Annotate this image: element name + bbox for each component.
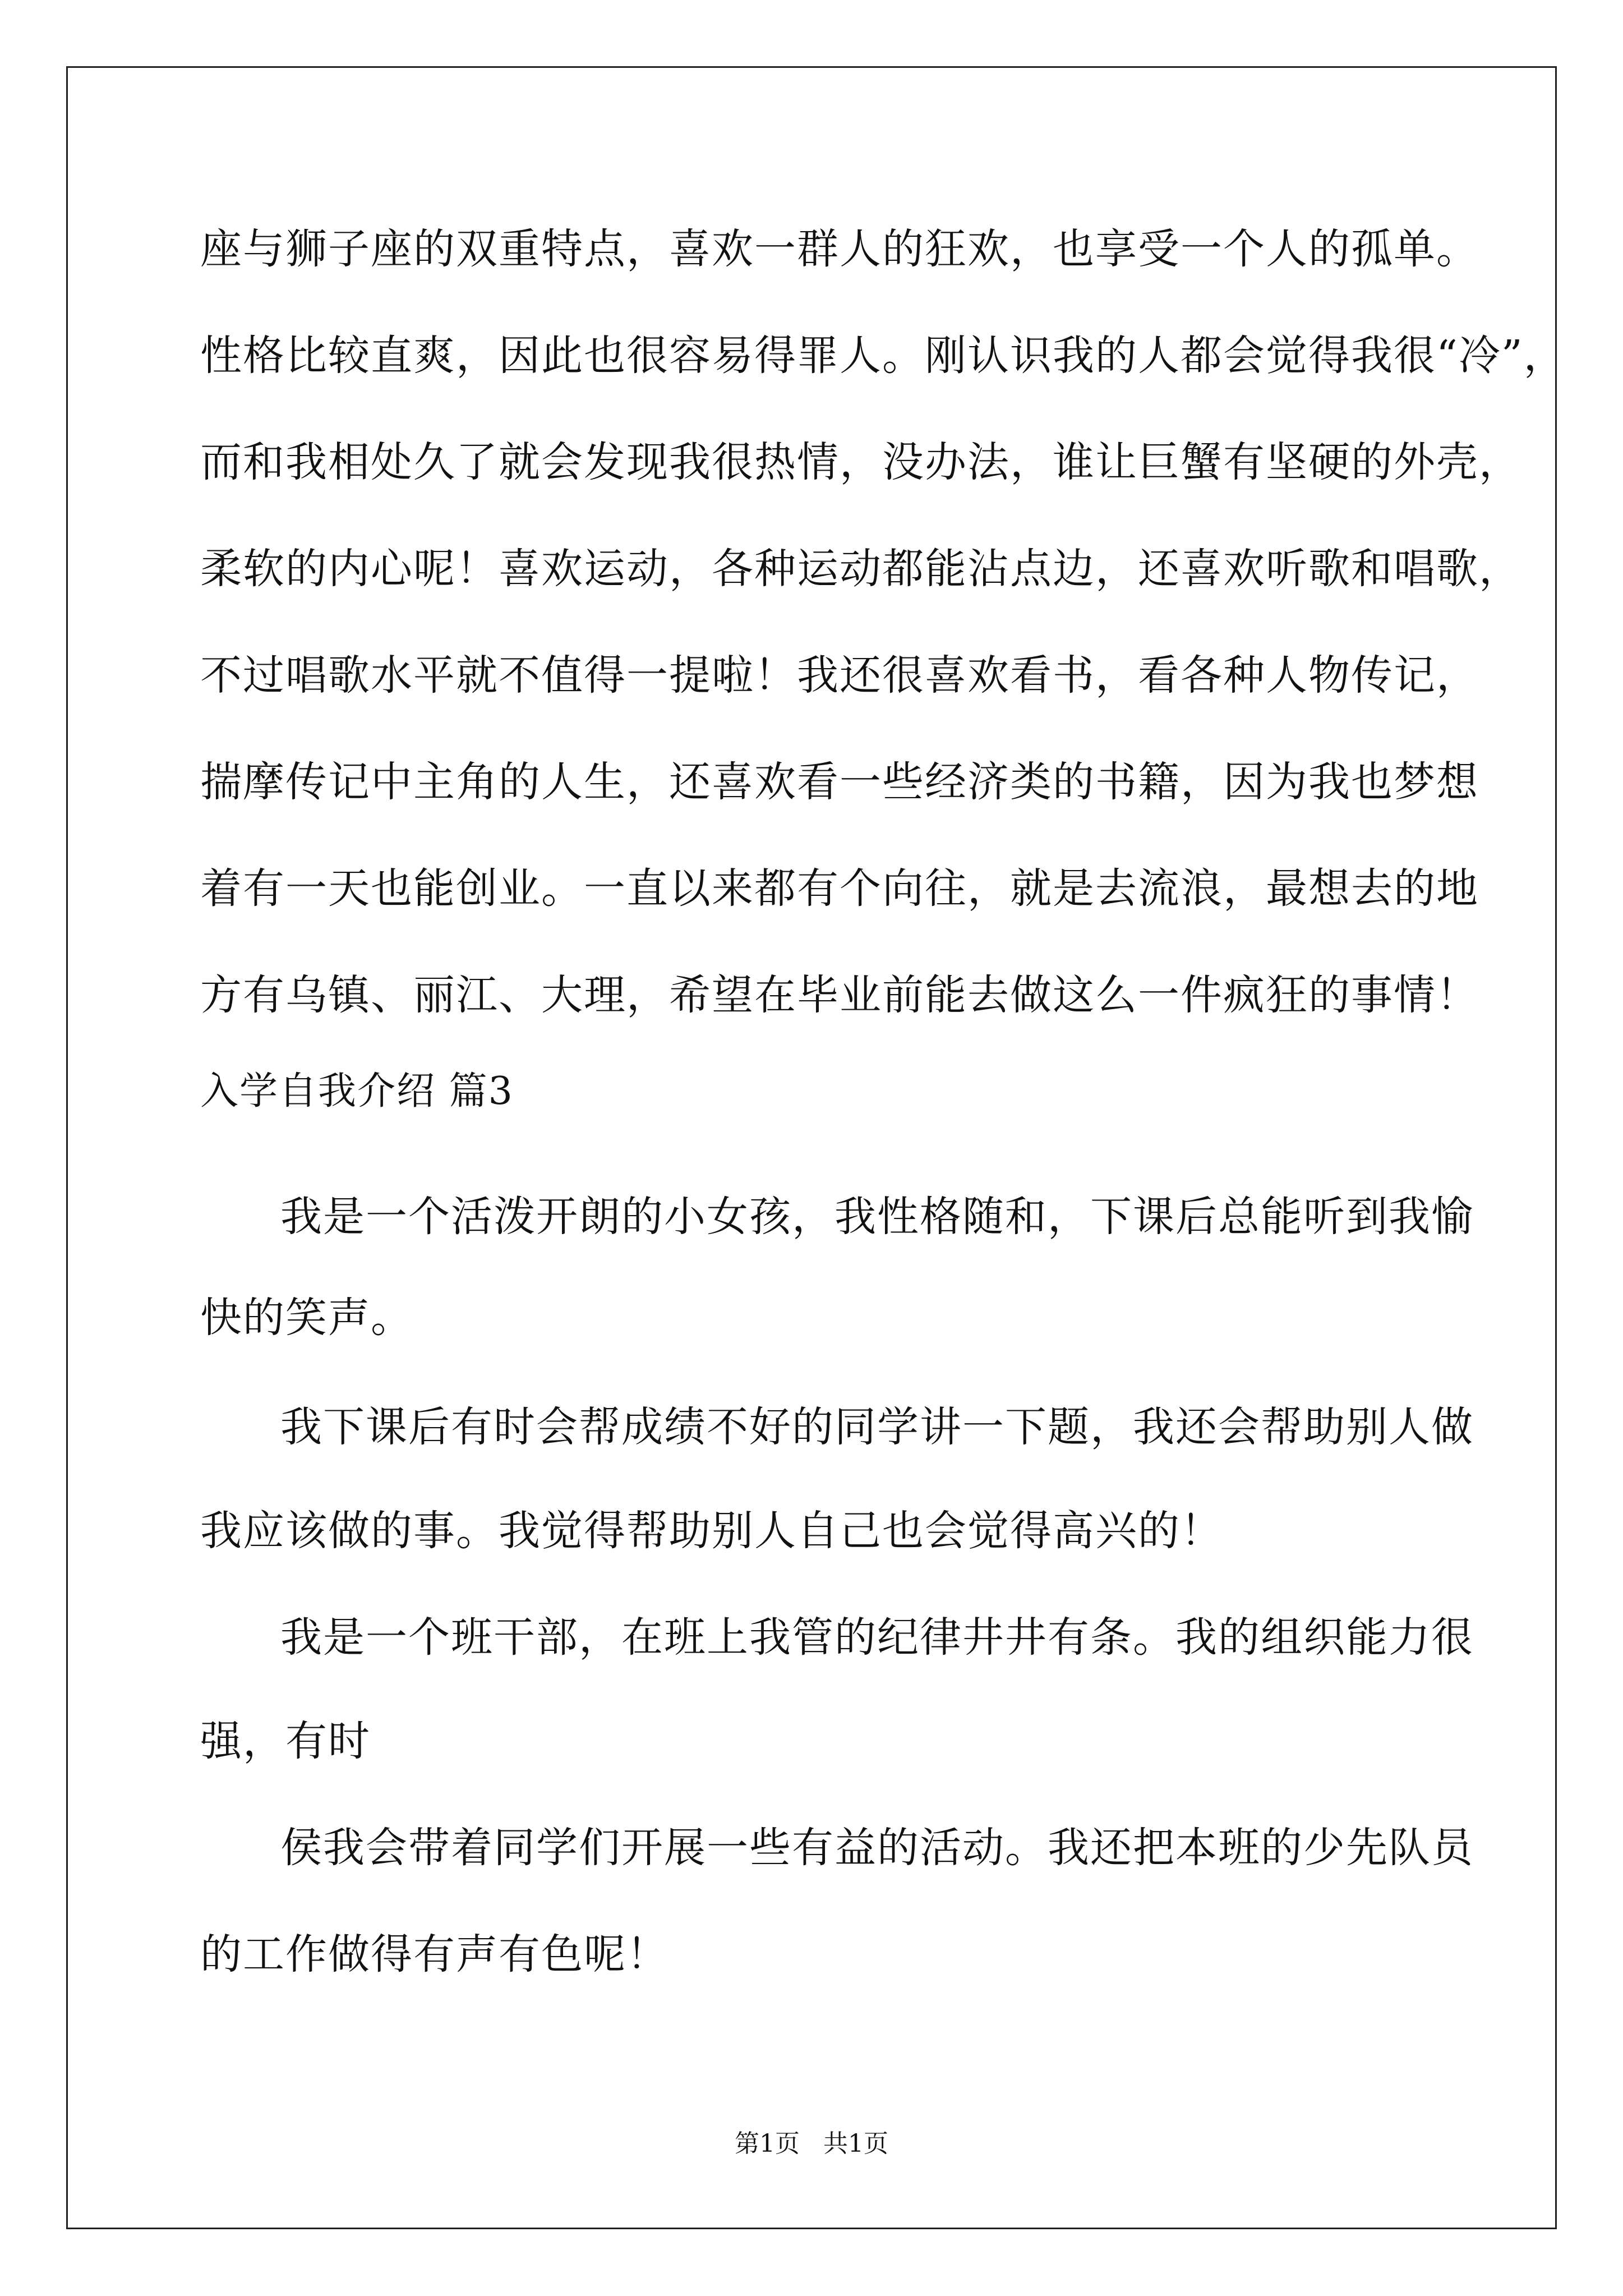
page-border: [66, 66, 1557, 2229]
paragraph-line: 我下课后有时会帮成绩不好的同学讲一下题，我还会帮助别人做: [280, 1403, 1474, 1451]
page-footer: 第1页 共1页: [735, 2129, 888, 2158]
paragraph-line: 的工作做得有声有色呢！: [200, 1930, 669, 1978]
body-line: 方有乌镇、丽江、大理，希望在毕业前能去做这么一件疯狂的事情！: [200, 971, 1479, 1019]
paragraph-line: 强，有时: [200, 1717, 371, 1765]
body-line: 座与狮子座的双重特点，喜欢一群人的狂欢，也享受一个人的孤单。: [200, 225, 1479, 273]
body-line: 不过唱歌水平就不值得一提啦！我还很喜欢看书，看各种人物传记，: [200, 651, 1479, 700]
body-line: 柔软的内心呢！喜欢运动，各种运动都能沾点边，还喜欢听歌和唱歌，: [200, 545, 1521, 593]
paragraph-line: 快的笑声。: [200, 1294, 413, 1342]
body-line: 性格比较直爽，因此也很容易得罪人。刚认识我的人都会觉得我很“冷”，: [200, 332, 1566, 380]
section-heading: 入学自我介绍 篇3: [200, 1069, 514, 1114]
body-line: 揣摩传记中主角的人生，还喜欢看一些经济类的书籍，因为我也梦想: [200, 758, 1479, 806]
paragraph-line: 我应该做的事。我觉得帮助别人自己也会觉得高兴的！: [200, 1507, 1223, 1555]
paragraph-line: 我是一个班干部，在班上我管的纪律井井有条。我的组织能力很: [280, 1613, 1474, 1662]
paragraph-line: 我是一个活泼开朗的小女孩，我性格随和，下课后总能听到我愉: [280, 1193, 1474, 1241]
body-line: 着有一天也能创业。一直以来都有个向往，就是去流浪，最想去的地: [200, 864, 1479, 913]
paragraph-line: 侯我会带着同学们开展一些有益的活动。我还把本班的少先队员: [280, 1824, 1474, 1872]
body-line: 而和我相处久了就会发现我很热情，没办法，谁让巨蟹有坚硬的外壳，: [200, 438, 1521, 486]
